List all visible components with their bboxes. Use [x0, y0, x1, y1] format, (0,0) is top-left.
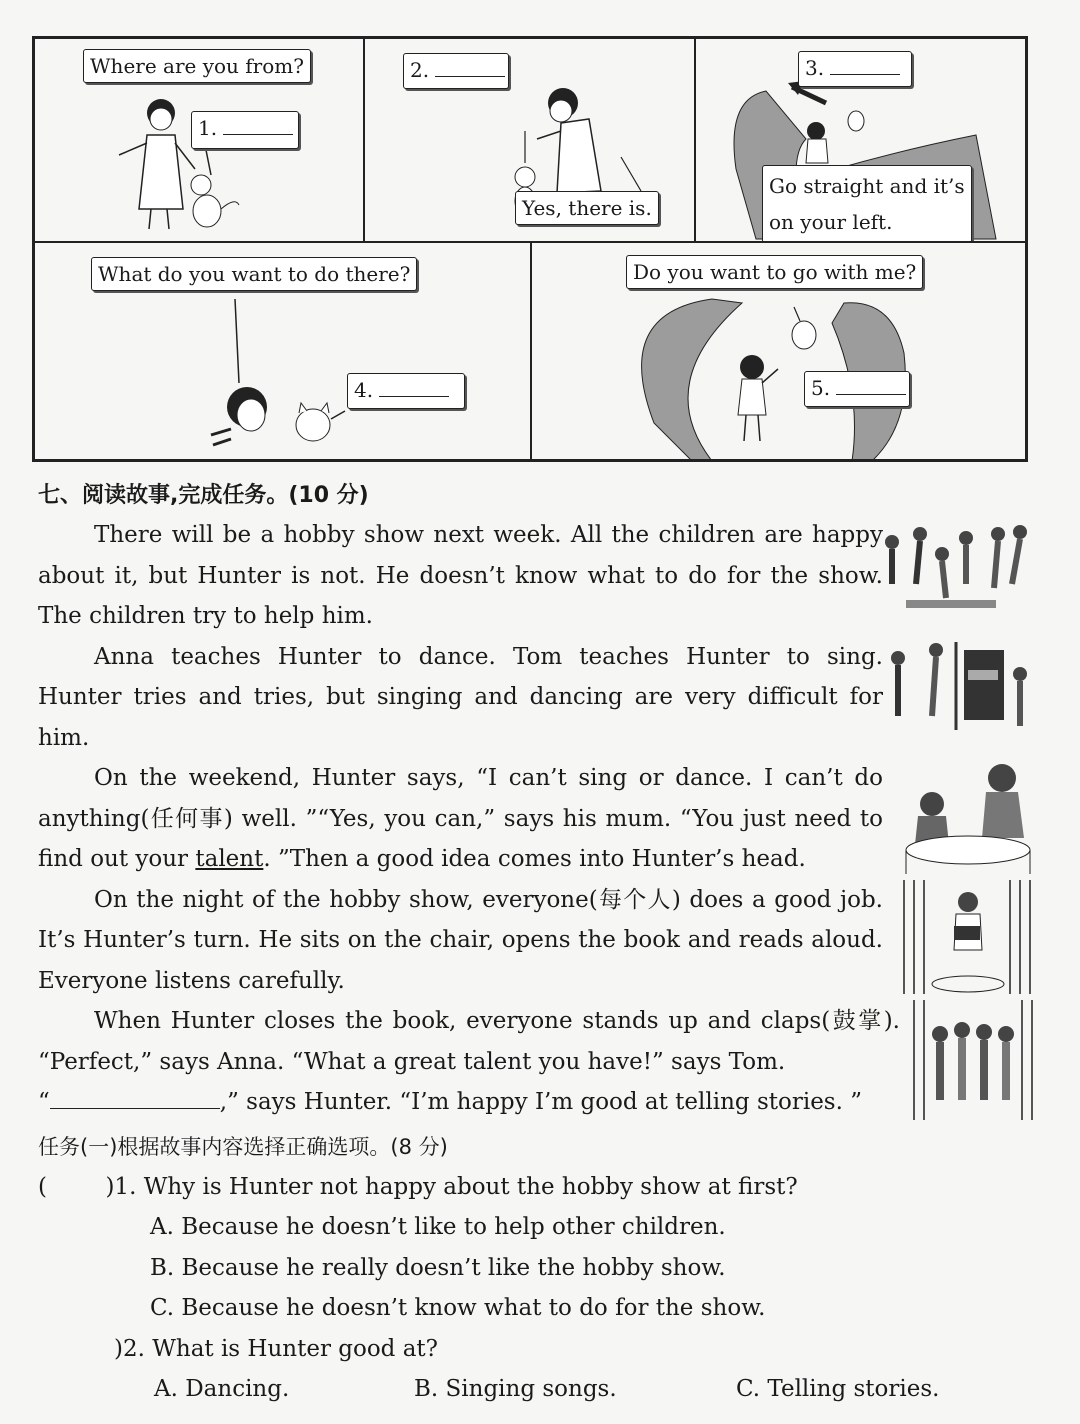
speech-bubble-question — [626, 255, 923, 289]
speech-bubble-question — [83, 49, 311, 83]
speech-bubble-answer — [804, 371, 910, 407]
answer-blank[interactable] — [223, 120, 293, 135]
question-1 — [38, 1167, 1048, 1208]
answer-bracket-1[interactable]: ( )1. — [38, 1173, 137, 1200]
question-2-option-b[interactable]: B. Singing songs. — [414, 1376, 617, 1402]
task1-heading: 任务(一)根据故事内容选择正确选项。(8 分) — [38, 1134, 448, 1159]
speech-bubble-question — [91, 257, 417, 291]
comic-panel-5 — [531, 242, 1026, 460]
bubble-text-line2: on your left. — [769, 210, 893, 234]
answer-blank[interactable] — [830, 60, 900, 75]
story-paragraph-3-text-a: On the weekend, Hunter says, “I can’t sing or dance. I can’t do anything(任何事) well. ”“Yes, you can,” says his mum. “You just need to find out your — [38, 765, 883, 872]
story-paragraph-2: Anna teaches Hunter to dance. Tom teaches Hunter to sing. Hunter tries and tries, but singing and dancing are very difficult for him. — [38, 643, 883, 751]
story-paragraph-1: There will be a hobby show next week. All the children are happy about it, but Hunter is not. He doesn’t know what to do for the show. The children try to help him. — [38, 522, 883, 629]
answer-blank[interactable] — [836, 380, 906, 395]
bubble-text: Do you want to go with me? — [633, 260, 917, 284]
question-1-option-a[interactable]: A. Because he doesn’t like to help other children. — [150, 1214, 726, 1240]
answer-bracket-2[interactable]: )2. — [114, 1335, 145, 1362]
speech-bubble-question — [798, 51, 912, 87]
answer-number: 1. — [198, 116, 218, 140]
story-paragraph-3 — [38, 758, 883, 880]
story-paragraph-5-text-a: When Hunter closes the book, everyone stands up and claps(鼓掌). “Perfect,” says Anna. “What a great talent you have!” says Tom. — [38, 1008, 900, 1075]
bubble-text: Where are you from? — [90, 54, 304, 78]
question-2 — [38, 1329, 1048, 1370]
answer-number: 3. — [805, 56, 825, 80]
speech-bubble-answer — [515, 191, 659, 225]
comic-panel-1 — [34, 38, 364, 242]
reading-section — [38, 470, 1048, 1410]
bubble-text: Yes, there is. — [522, 196, 652, 220]
comic-panel-4 — [34, 242, 531, 460]
comic-panel-3 — [695, 38, 1026, 242]
story-paragraph-5 — [38, 1001, 900, 1123]
answer-number: 4. — [354, 378, 374, 402]
story-paragraph-3-text-b: . ”Then a good idea comes into Hunter’s head. — [263, 846, 806, 872]
answer-number: 2. — [410, 58, 430, 82]
answer-number: 5. — [811, 376, 831, 400]
question-2-options — [38, 1369, 1048, 1410]
question-2-option-a[interactable]: A. Dancing. — [154, 1376, 290, 1402]
question-2-option-c[interactable]: C. Telling stories. — [736, 1376, 940, 1402]
bubble-text: What do you want to do there? — [98, 262, 411, 286]
story-paragraph-4: On the night of the hobby show, everyone(每个人) does a good job. It’s Hunter’s turn. He sits on the chair, opens the book and reads aloud. Everyone listens carefully. — [38, 886, 883, 994]
comic-panel-2 — [364, 38, 695, 242]
speech-bubble-answer — [347, 373, 465, 409]
speech-bubble-answer — [762, 165, 972, 242]
question-1-text: Why is Hunter not happy about the hobby show at first? — [143, 1173, 798, 1200]
speech-bubble-answer — [191, 111, 299, 149]
speech-bubble-question — [403, 53, 509, 89]
quote-open: “ — [38, 1089, 50, 1115]
story-fill-blank[interactable] — [50, 1090, 220, 1109]
comic-strip — [32, 36, 1028, 462]
question-1-option-b[interactable]: B. Because he really doesn’t like the hobby show. — [150, 1254, 726, 1281]
story-paragraph-5-text-b: ,” says Hunter. “I’m happy I’m good at telling stories. ” — [219, 1089, 862, 1115]
bubble-text-line1: Go straight and it’s — [769, 174, 965, 198]
answer-blank[interactable] — [379, 382, 449, 397]
answer-blank[interactable] — [435, 62, 505, 77]
section-heading: 七、阅读故事,完成任务。(10 分) — [38, 483, 369, 508]
underlined-word-talent: talent — [195, 846, 264, 872]
question-1-option-c[interactable]: C. Because he doesn’t know what to do for the show. — [150, 1295, 766, 1321]
question-2-text: What is Hunter good at? — [152, 1335, 439, 1362]
